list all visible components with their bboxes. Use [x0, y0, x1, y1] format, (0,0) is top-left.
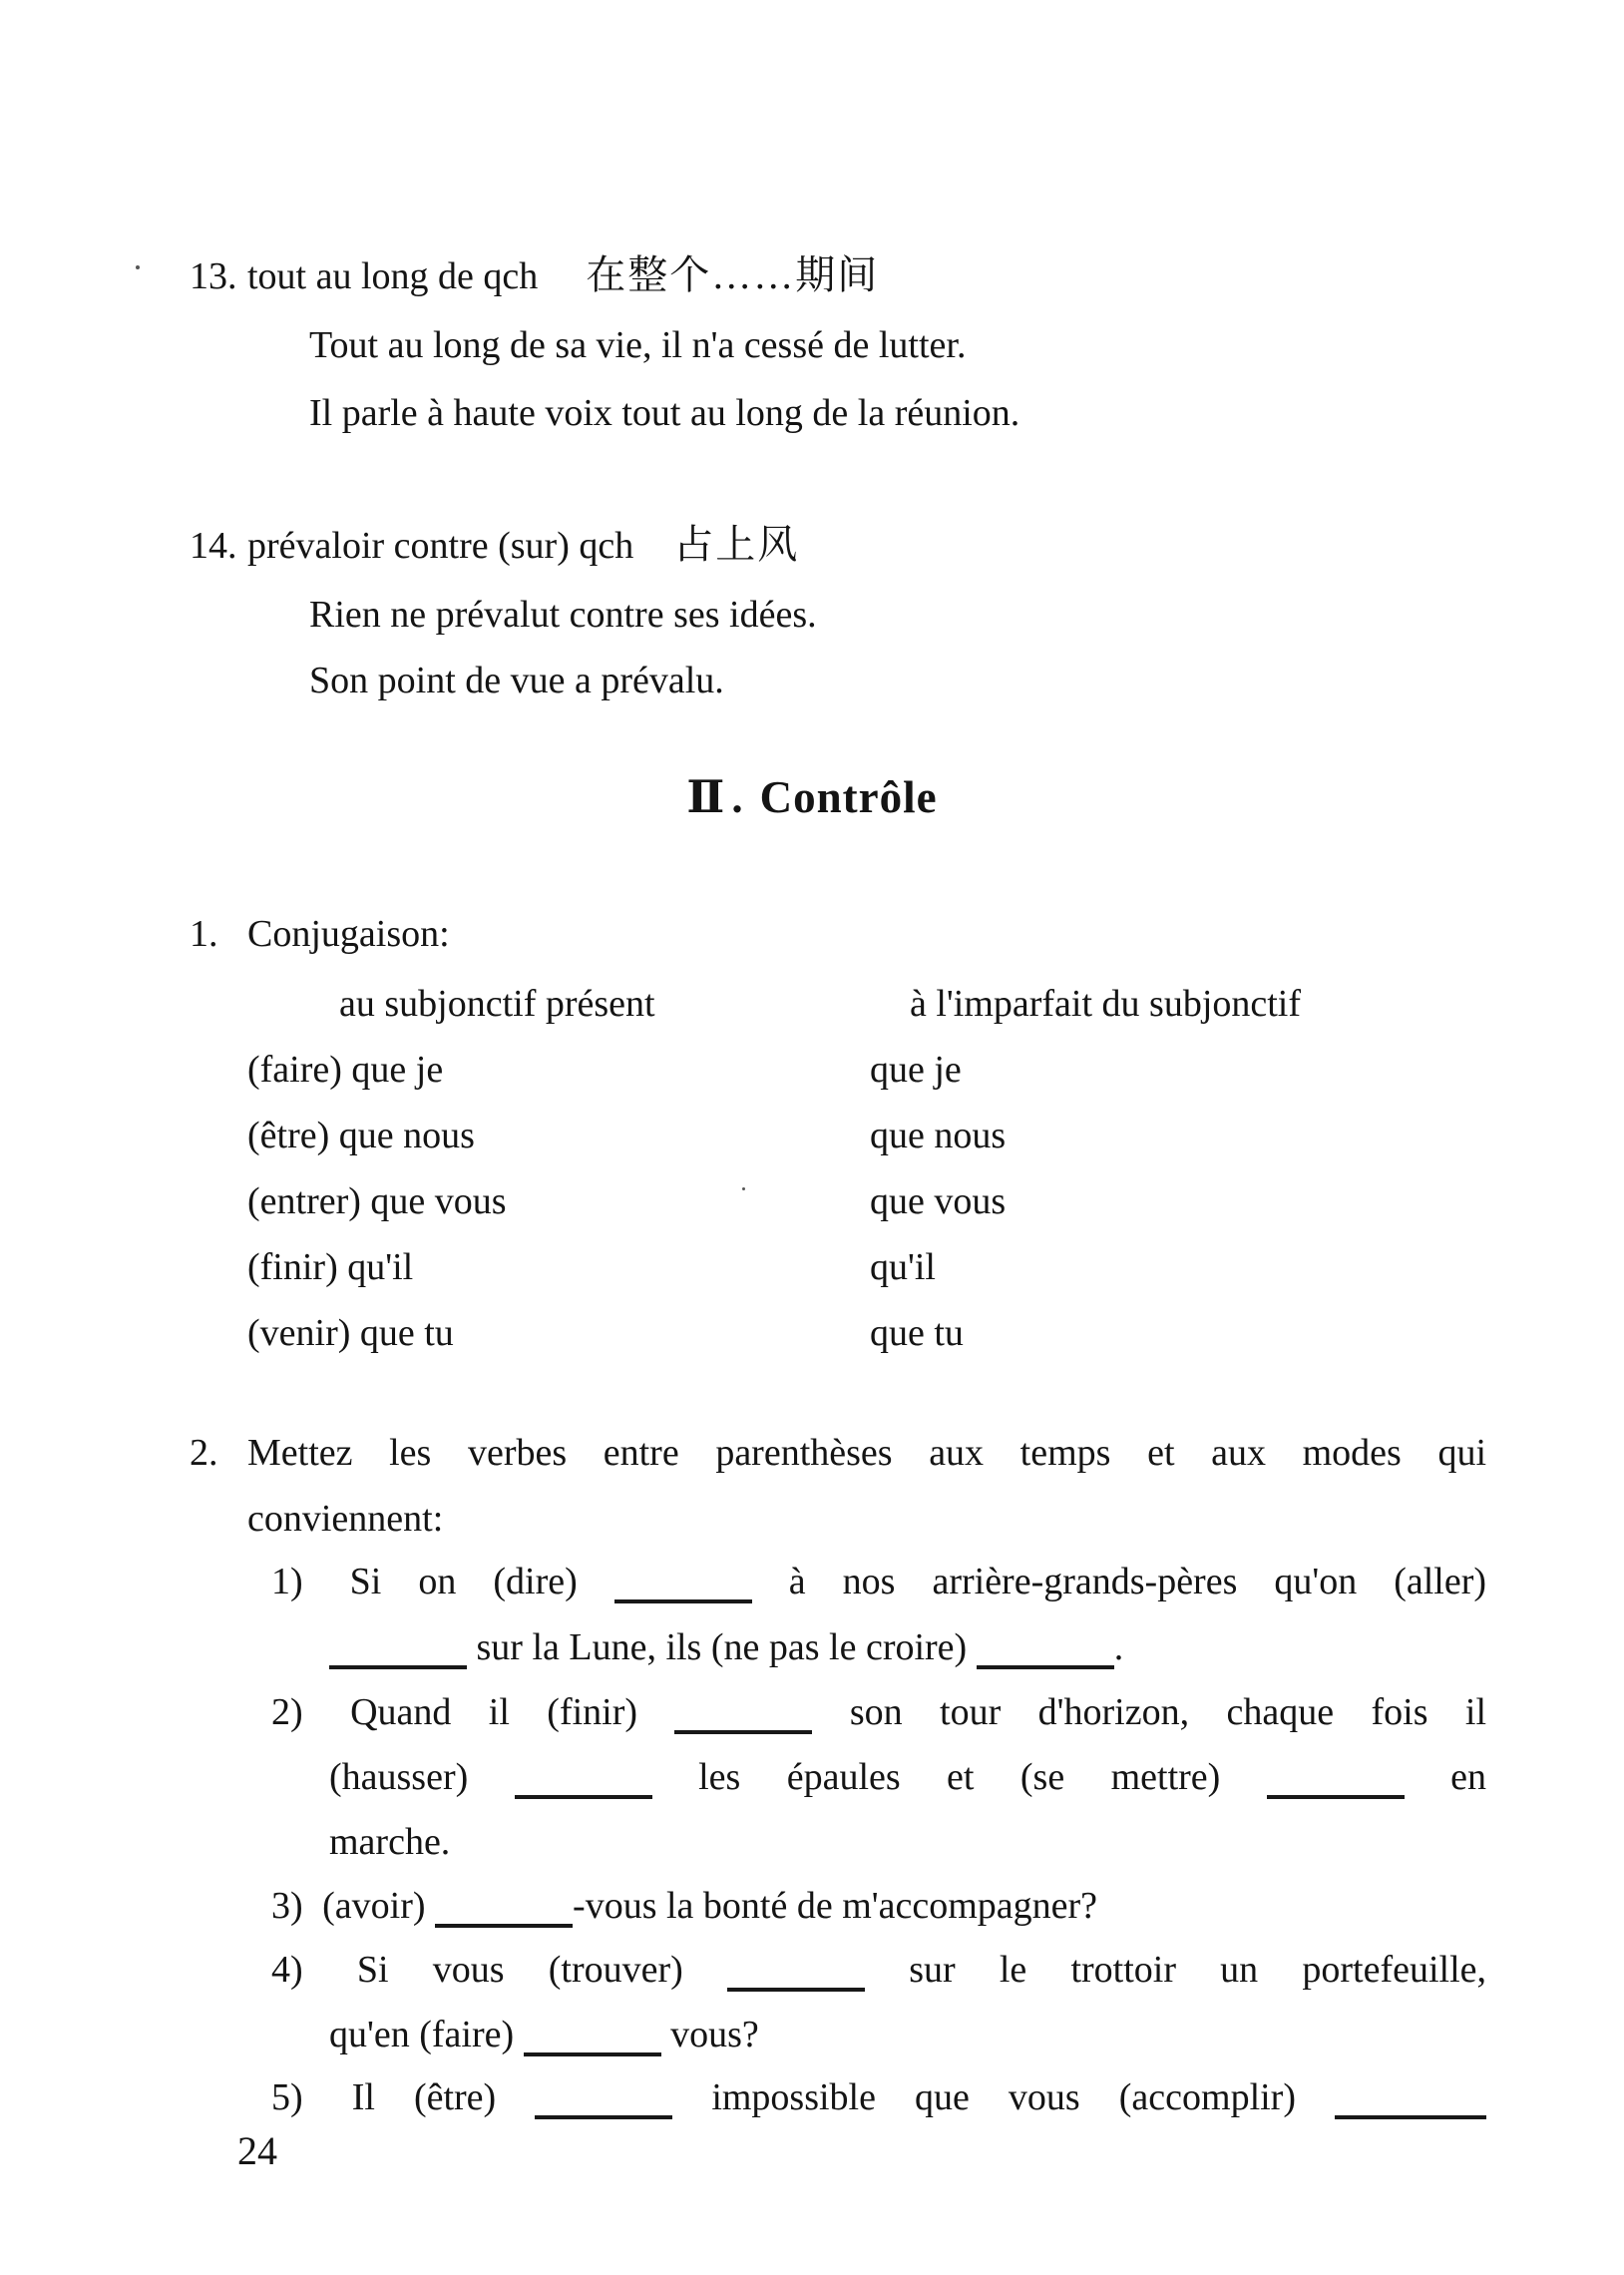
fill-in-blank[interactable] — [674, 1696, 812, 1734]
conjugation-left: (venir) que tu — [247, 1312, 454, 1354]
scan-speck — [742, 1187, 745, 1190]
question-2-line-3: marche. — [329, 1821, 451, 1863]
question-text: . — [1113, 1626, 1124, 1668]
vocab-item-chinese-gloss: 在整个……期间 — [586, 252, 880, 297]
page-number: 24 — [237, 2128, 277, 2173]
section-numeral: Ⅱ — [686, 772, 726, 822]
exercise2-intro-line2: conviennent: — [247, 1498, 444, 1540]
vocab-example: Il parle à haute voix tout au long de la réunion. — [309, 392, 1020, 434]
exercise1-head — [190, 910, 450, 958]
vocab-item-chinese-gloss: 占上风 — [673, 522, 800, 567]
question-2-line-1 — [271, 1688, 1486, 1736]
question-5-line-1 — [271, 2073, 1486, 2121]
question-number: 2) — [271, 1691, 303, 1733]
conjugation-right: que je — [870, 1049, 962, 1091]
vocab-example: Rien ne prévalut contre ses idées. — [309, 594, 817, 636]
vocab-item-number: 14. — [190, 525, 237, 567]
question-text: son tour d'horizon, chaque fois il — [849, 1691, 1487, 1733]
fill-in-blank[interactable] — [1267, 1761, 1405, 1799]
fill-in-blank[interactable] — [535, 2081, 672, 2119]
question-text: sur le trottoir un portefeuille, — [909, 1949, 1487, 1991]
vocab-item-phrase: tout au long de qch — [247, 255, 539, 297]
vocab-example: Tout au long de sa vie, il n'a cessé de lutter. — [309, 324, 967, 366]
question-text: vous? — [670, 2014, 759, 2055]
fill-in-blank[interactable] — [614, 1566, 752, 1603]
exercise-number: 1. — [190, 913, 218, 955]
fill-in-blank[interactable] — [435, 1890, 573, 1928]
question-text: les épaules et (se mettre) — [698, 1756, 1221, 1798]
conjugation-left: (être) que nous — [247, 1115, 475, 1156]
question-text: impossible que vous (accomplir) — [711, 2076, 1296, 2118]
question-number: 3) — [271, 1885, 303, 1927]
fill-in-blank[interactable] — [524, 2019, 661, 2056]
question-1-line-1 — [271, 1558, 1486, 1605]
question-text: (hausser) — [329, 1756, 469, 1798]
exercise-title: Conjugaison: — [247, 913, 450, 955]
conjugation-left: (faire) que je — [247, 1049, 444, 1091]
exercise2-intro-line1: Mettez les verbes entre parenthèses aux temps et aux modes qui — [247, 1432, 1486, 1474]
fill-in-blank[interactable] — [329, 1631, 467, 1669]
conjugation-left: (finir) qu'il — [247, 1246, 414, 1288]
question-number: 5) — [271, 2076, 303, 2118]
column-header-left: au subjonctif présent — [339, 983, 655, 1025]
question-number: 1) — [271, 1561, 303, 1602]
question-text: (avoir) — [322, 1885, 426, 1927]
question-text: qu'en (faire) — [329, 2014, 515, 2055]
fill-in-blank[interactable] — [515, 1761, 652, 1799]
question-text: sur la Lune, ils (ne pas le croire) — [476, 1626, 968, 1668]
question-text: -vous la bonté de m'accompagner? — [573, 1885, 1098, 1927]
question-1-line-2 — [329, 1623, 1123, 1671]
vocab-item-13-head — [190, 251, 879, 300]
vocab-item-number: 13. — [190, 255, 237, 297]
question-2-line-2 — [329, 1753, 1486, 1801]
section-separator: . — [731, 772, 744, 822]
exercise2-number: 2. — [190, 1432, 218, 1474]
question-4-line-1 — [271, 1946, 1486, 1994]
fill-in-blank[interactable] — [1335, 2081, 1486, 2119]
question-text: Si vous (trouver) — [356, 1949, 683, 1991]
question-text: à nos arrière-grands-pères qu'on (aller) — [788, 1561, 1487, 1602]
conjugation-right: que nous — [870, 1115, 1007, 1156]
conjugation-right: que vous — [870, 1180, 1007, 1222]
fill-in-blank[interactable] — [727, 1954, 865, 1992]
question-text: Quand il (finir) — [350, 1691, 638, 1733]
vocab-item-14-head — [190, 521, 799, 570]
section-title: Contrôle — [759, 772, 938, 822]
question-text: en — [1450, 1756, 1487, 1798]
section-heading — [0, 770, 1624, 823]
question-number: 4) — [271, 1949, 303, 1991]
scan-speck — [136, 265, 140, 269]
question-text: Si on (dire) — [349, 1561, 578, 1602]
question-3-line-1 — [271, 1882, 1097, 1930]
conjugation-right: qu'il — [870, 1246, 936, 1288]
vocab-item-phrase: prévaloir contre (sur) qch — [247, 525, 634, 567]
fill-in-blank[interactable] — [977, 1631, 1114, 1669]
question-4-line-2 — [329, 2011, 759, 2058]
conjugation-left: (entrer) que vous — [247, 1180, 507, 1222]
conjugation-right: que tu — [870, 1312, 964, 1354]
column-header-right: à l'imparfait du subjonctif — [910, 983, 1302, 1025]
vocab-example: Son point de vue a prévalu. — [309, 660, 724, 701]
question-text: Il (être) — [351, 2076, 497, 2118]
